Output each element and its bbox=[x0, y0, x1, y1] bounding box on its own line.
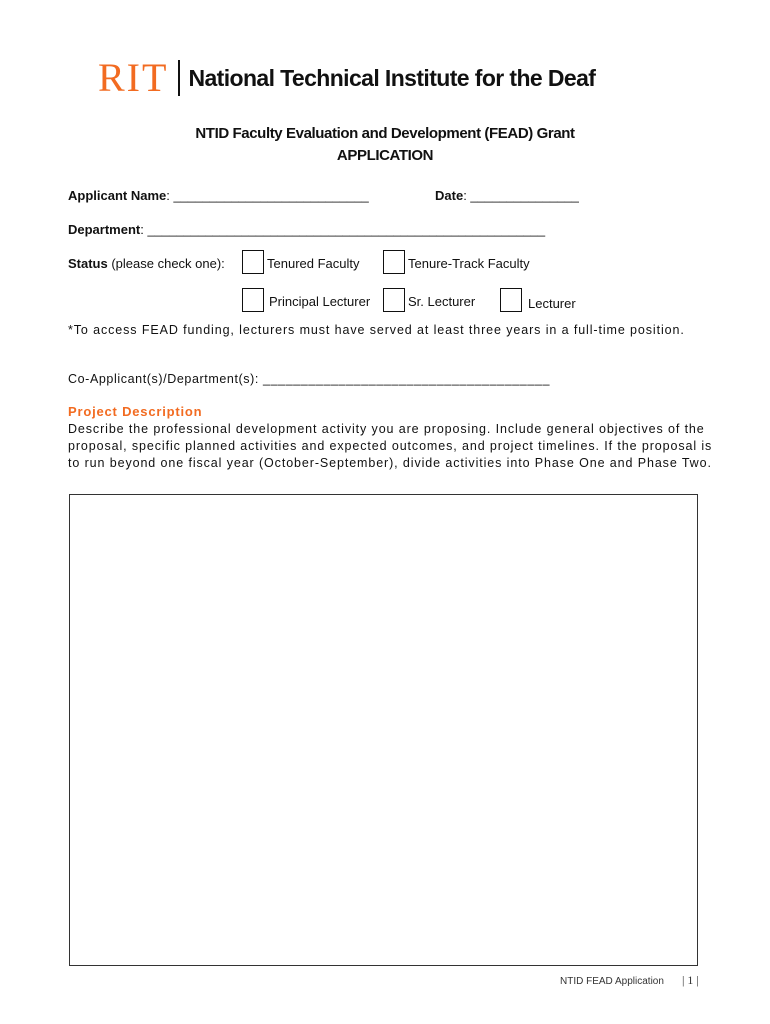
sr-lecturer-label: Sr. Lecturer bbox=[408, 294, 476, 309]
tenure-track-label: Tenure-Track Faculty bbox=[408, 256, 530, 271]
project-description-heading: Project Description bbox=[68, 404, 203, 419]
logo-divider bbox=[178, 60, 180, 96]
project-description-instructions: Describe the professional development activity you are proposing. Include general objectives of the proposal, specific planned activities and expected outcomes, and project timelines. If the proposal is to run beyond one fiscal year (October-September), divide activities into Phase One and Phase Two. bbox=[68, 422, 713, 470]
project-description-textarea[interactable] bbox=[69, 494, 698, 966]
lecturer-eligibility-note: *To access FEAD funding, lecturers must have served at least three years in a full-time position. bbox=[68, 323, 685, 337]
date-label: Date bbox=[435, 188, 464, 203]
department-field[interactable] bbox=[68, 222, 545, 237]
applicant-name-blank[interactable]: : ___________________________ bbox=[166, 188, 369, 203]
tenured-faculty-checkbox[interactable] bbox=[242, 250, 264, 274]
status-label: Status bbox=[68, 256, 108, 271]
co-applicant-field[interactable]: Co-Applicant(s)/Department(s): ______________________________________ bbox=[68, 372, 551, 386]
form-subtitle: APPLICATION bbox=[336, 147, 434, 164]
department-label: Department bbox=[68, 222, 141, 237]
footer-label: NTID FEAD Application bbox=[560, 976, 664, 987]
page-number: | 1 | bbox=[682, 973, 699, 987]
applicant-name-label: Applicant Name bbox=[68, 188, 167, 203]
tenure-track-checkbox[interactable] bbox=[383, 250, 405, 274]
status-prompt bbox=[68, 256, 225, 271]
form-title: NTID Faculty Evaluation and Development (FEAD) Grant bbox=[195, 125, 575, 142]
lecturer-label: Lecturer bbox=[528, 296, 576, 311]
principal-lecturer-checkbox[interactable] bbox=[242, 288, 264, 312]
department-blank[interactable]: : _______________________________________________________ bbox=[140, 222, 546, 237]
logo-rit-wordmark: RIT bbox=[98, 55, 169, 100]
sr-lecturer-checkbox[interactable] bbox=[383, 288, 405, 312]
status-hint: (please check one): bbox=[107, 256, 225, 271]
applicant-name-field[interactable] bbox=[68, 188, 369, 203]
date-blank[interactable]: : _______________ bbox=[463, 188, 579, 203]
logo-ntid-text: National Technical Institute for the Deaf bbox=[188, 64, 596, 91]
lecturer-checkbox[interactable] bbox=[500, 288, 522, 312]
rit-ntid-logo bbox=[98, 55, 596, 100]
tenured-faculty-label: Tenured Faculty bbox=[267, 256, 360, 271]
date-field[interactable] bbox=[435, 188, 579, 203]
principal-lecturer-label: Principal Lecturer bbox=[269, 294, 371, 309]
